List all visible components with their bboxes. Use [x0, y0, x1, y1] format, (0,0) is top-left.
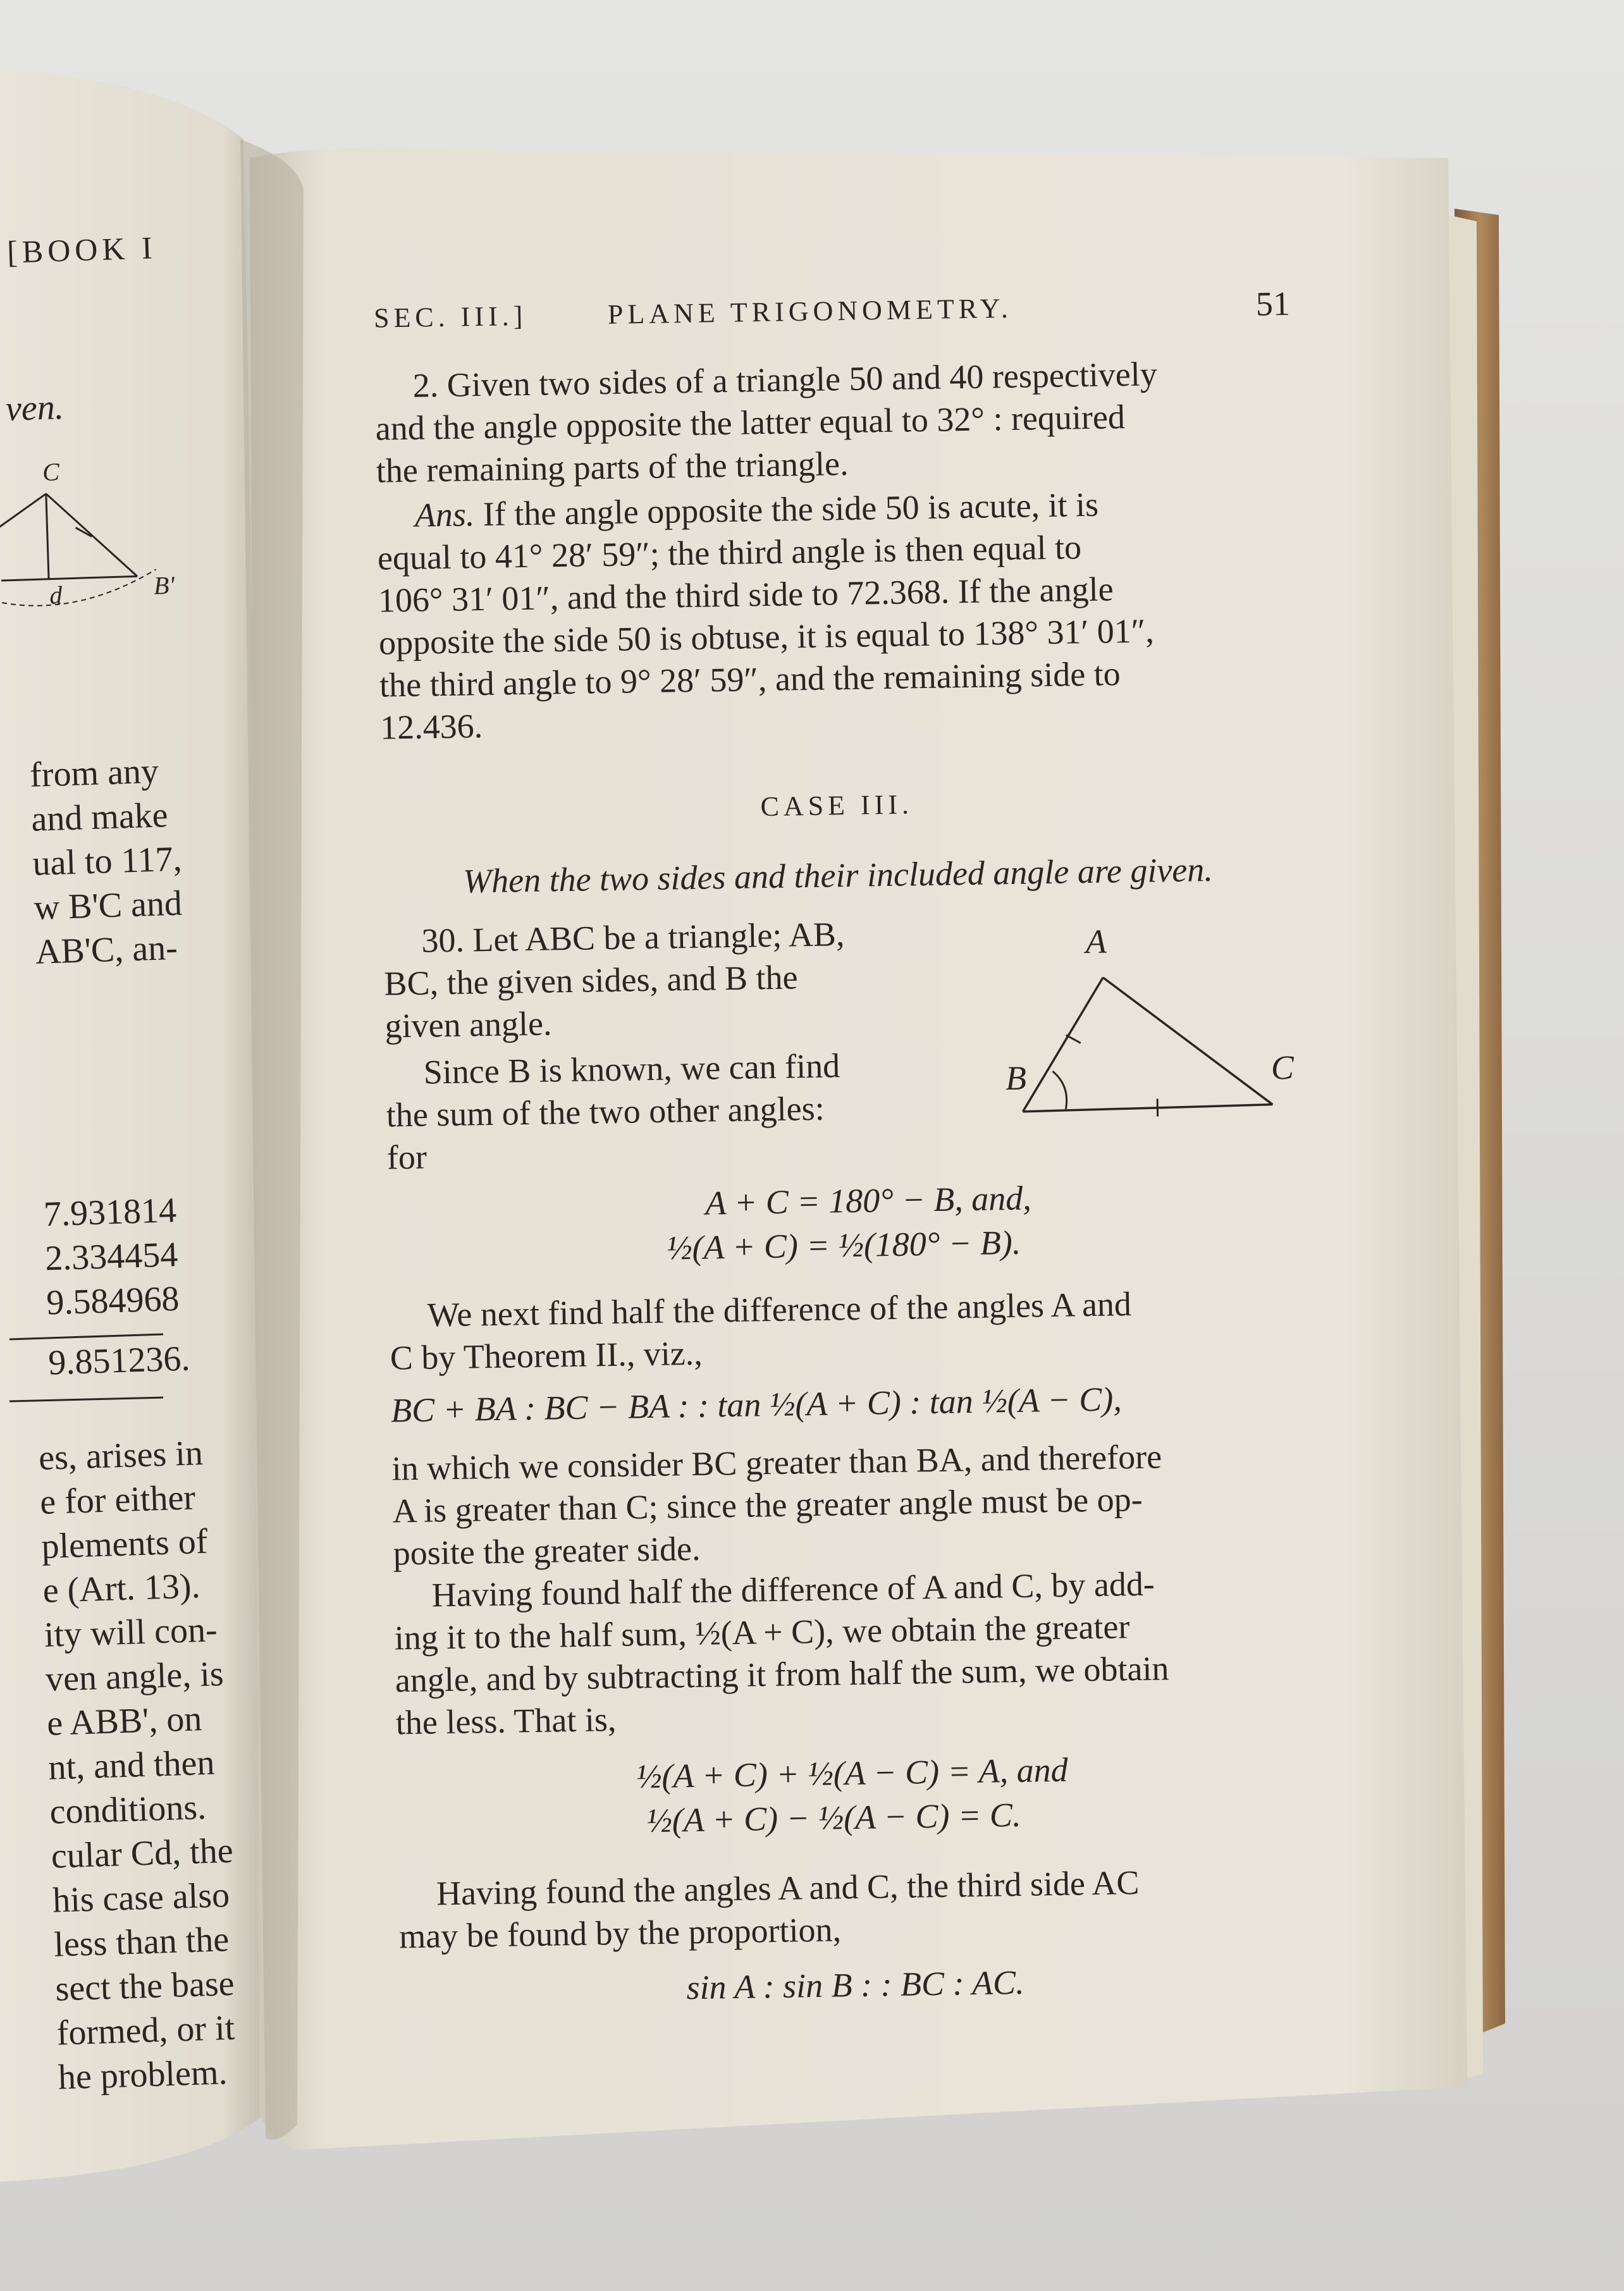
left-line2-8: nt, and then: [47, 1743, 216, 1788]
art30-line-2: BC, the given sides, and B the: [384, 958, 798, 1003]
having-line-1: Having found half the difference of A and C, by add-: [431, 1564, 1155, 1614]
left-line-2: and make: [30, 795, 169, 839]
art30-line-4: Since B is known, we can find: [423, 1047, 840, 1091]
equation-1: A + C = 180° − B, and,: [704, 1179, 1032, 1222]
answer-label: Ans.: [414, 495, 475, 534]
left-line2-5: ity will con-: [43, 1610, 218, 1655]
problem-2-line-1: 2. Given two sides of a triangle 50 and 40 respectively: [412, 355, 1158, 405]
proportion-1: BC + BA : BC − BA : : tan ½(A + C) : tan ½(A − C),: [390, 1380, 1123, 1430]
figure-label-b: B: [1005, 1059, 1027, 1098]
problem-2-line-3: the remaining parts of the triangle.: [376, 444, 849, 490]
left-fragment-ven: ven.: [5, 387, 65, 429]
answer-line-4: opposite the side 50 is obtuse, it is equal to 138° 31′ 01″,: [378, 611, 1155, 662]
left-line2-1: es, arises in: [38, 1433, 204, 1478]
left-number-4: 9.851236.: [47, 1339, 191, 1383]
figure-label-c: C: [1270, 1048, 1295, 1087]
answer-line-2: equal to 41° 28′ 59″; the third angle is then equal to: [377, 528, 1082, 577]
consider-line-1: in which we consider BC greater than BA, and therefore: [391, 1437, 1162, 1488]
left-line-4: w B'C and: [33, 883, 183, 928]
art30-line-1: 30. Let ABC be a triangle; AB,: [421, 915, 845, 960]
left-line-3: ual to 117,: [32, 839, 183, 883]
left-number-3: 9.584968: [46, 1279, 180, 1323]
left-line-1: from any: [29, 751, 159, 795]
left-line2-2: e for either: [39, 1478, 196, 1522]
left-header: [BOOK I: [6, 230, 157, 270]
case-heading: CASE III.: [760, 789, 914, 823]
having-line-2: ing it to the half sum, ½(A + C), we obtain the greater: [394, 1607, 1130, 1657]
equation-4: ½(A + C) − ½(A − C) = C.: [646, 1795, 1021, 1840]
left-line2-12: less than the: [53, 1919, 230, 1965]
left-line2-6: ven angle, is: [45, 1654, 225, 1699]
proportion-2: sin A : sin B : : BC : AC.: [686, 1963, 1024, 2007]
having-line-4: the less. That is,: [395, 1700, 617, 1742]
answer-text-1: If the angle opposite the side 50 is acute, it is: [474, 485, 1099, 534]
running-title: PLANE TRIGONOMETRY.: [607, 292, 1013, 330]
having-line-3: angle, and by subtracting it from half the sum, we obtain: [395, 1649, 1169, 1700]
final-line-2: may be found by the proportion,: [398, 1910, 842, 1956]
left-line-5: AB'C, an-: [35, 928, 178, 972]
answer-line-5: the third angle to 9° 28′ 59″, and the remaining side to: [379, 654, 1121, 704]
problem-2-line-2: and the angle opposite the latter equal to 32° : required: [375, 398, 1126, 448]
art30-line-5: the sum of the two other angles:: [386, 1089, 825, 1134]
left-line2-15: he problem.: [57, 2053, 228, 2098]
equation-3: ½(A + C) + ½(A − C) = A, and: [636, 1750, 1069, 1796]
next-line-2: C by Theorem II., viz.,: [390, 1334, 703, 1377]
figure-label-a: A: [1085, 922, 1107, 961]
left-number-1: 7.931814: [43, 1191, 177, 1234]
left-label-b-prime: B': [153, 570, 175, 600]
left-line2-9: conditions.: [49, 1788, 207, 1832]
answer-line-3: 106° 31′ 01″, and the third side to 72.368. If the angle: [378, 570, 1114, 620]
final-line-1: Having found the angles A and C, the third side AC: [436, 1863, 1140, 1913]
right-page-text: [360, 263, 1362, 2049]
left-line2-7: e ABB', on: [46, 1699, 203, 1743]
case-subtitle: When the two sides and their included angle are given.: [462, 850, 1214, 900]
consider-line-2: A is greater than C; since the greater angle must be op-: [392, 1480, 1143, 1530]
consider-line-3: posite the greater side.: [393, 1529, 701, 1573]
left-line2-13: sect the base: [54, 1963, 235, 2009]
left-line2-11: his case also: [52, 1875, 230, 1920]
left-line2-14: formed, or it: [56, 2008, 236, 2053]
art30-line-3: given angle.: [384, 1004, 552, 1045]
equation-2: ½(A + C) = ½(180° − B).: [666, 1223, 1021, 1267]
left-label-c: C: [42, 457, 60, 487]
left-label-d: d: [49, 580, 63, 610]
left-line2-4: e (Art. 13).: [42, 1566, 201, 1611]
left-line2-3: plements of: [40, 1521, 209, 1566]
answer-line-1: [414, 485, 1098, 535]
page-number: 51: [1255, 284, 1291, 323]
section-header: SEC. III.]: [373, 300, 527, 334]
left-line2-10: cular Cd, the: [50, 1831, 234, 1876]
next-line-1: We next find half the difference of the angles A and: [427, 1285, 1132, 1334]
answer-line-6: 12.436.: [379, 707, 483, 747]
art30-line-6: for: [386, 1138, 428, 1177]
left-number-2: 2.334454: [44, 1234, 179, 1279]
